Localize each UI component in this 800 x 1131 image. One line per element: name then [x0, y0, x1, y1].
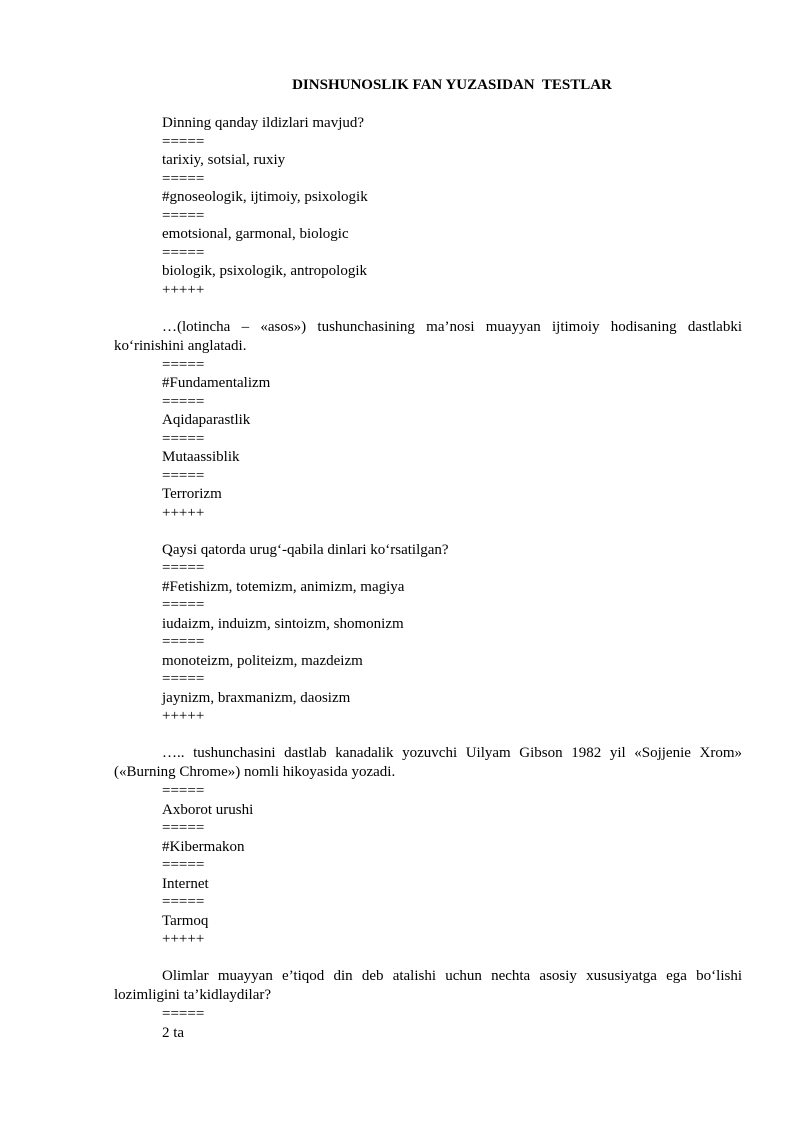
answer-option: Terrorizm — [162, 486, 222, 502]
separator: ===== — [162, 597, 205, 613]
answer-option: #Fetishizm, totemizm, animizm, magiya — [162, 578, 405, 595]
answer-option: Axborot urushi — [162, 801, 254, 818]
separator: ===== — [162, 634, 205, 650]
question-block — [114, 318, 742, 523]
question-block — [114, 744, 742, 949]
answer-option: emotsional, garmonal, biologic — [162, 226, 349, 242]
answer-option: #gnoseologik, ijtimoiy, psixologik — [162, 189, 368, 205]
question-block — [114, 967, 742, 1042]
end-marker: +++++ — [162, 708, 205, 724]
separator: ===== — [162, 560, 205, 576]
separator: ===== — [162, 467, 205, 484]
page-title: DINSHUNOSLIK FAN YUZASIDAN TESTLAR — [292, 77, 612, 93]
answer-option: Internet — [162, 875, 209, 892]
end-marker: +++++ — [162, 931, 205, 947]
question-text: Qaysi qatorda urug‘-qabila dinlari ko‘rsatilgan? — [162, 541, 449, 558]
answer-option: Tarmoq — [162, 912, 209, 929]
answer-option: #Fundamentalizm — [162, 375, 271, 391]
separator: ===== — [162, 1006, 205, 1022]
answer-option: #Kibermakon — [162, 838, 245, 855]
separator: ===== — [162, 133, 205, 150]
question-text: Olimlar muayyan e’tiqod din deb atalishi uchun nechta asosiy xususiyatga ega bo‘lishi lozimligini ta’kidlaydilar? — [114, 968, 742, 1003]
answer-option: tarixiy, sotsial, ruxiy — [162, 152, 286, 168]
separator: ===== — [162, 244, 205, 261]
separator: ===== — [162, 894, 205, 910]
question-text: ….. tushunchasini dastlab kanadalik yozuvchi Uilyam Gibson 1982 yil «Sojjenie Xrom» («Burning Chrome») nomli hikoyasida yozadi. — [114, 745, 742, 780]
separator: ===== — [162, 857, 205, 873]
separator: ===== — [162, 671, 205, 687]
separator: ===== — [162, 356, 205, 373]
answer-option: Aqidaparastlik — [162, 412, 251, 428]
separator: ===== — [162, 783, 205, 799]
separator: ===== — [162, 393, 205, 410]
question-text: Dinning qanday ildizlari mavjud? — [162, 115, 365, 131]
answer-option: jaynizm, braxmanizm, daosizm — [162, 689, 351, 706]
question-block — [114, 114, 742, 299]
end-marker: +++++ — [162, 504, 205, 521]
end-marker: +++++ — [162, 281, 205, 298]
answer-option: biologik, psixologik, antropologik — [162, 263, 367, 279]
answer-option: iudaizm, induizm, sintoizm, shomonizm — [162, 615, 404, 632]
test-questions — [114, 114, 742, 1061]
answer-option: monoteizm, politeizm, mazdeizm — [162, 652, 363, 669]
question-text: …(lotincha – «asos») tushunchasining ma’nosi muayyan ijtimoiy hodisaning dastlabki ko‘rinishini anglatadi. — [114, 318, 742, 354]
separator: ===== — [162, 170, 205, 187]
separator: ===== — [162, 430, 205, 447]
answer-option: Mutaassiblik — [162, 449, 240, 465]
answer-option: 2 ta — [162, 1024, 185, 1041]
question-block — [114, 541, 742, 726]
separator: ===== — [162, 207, 205, 224]
separator: ===== — [162, 820, 205, 836]
